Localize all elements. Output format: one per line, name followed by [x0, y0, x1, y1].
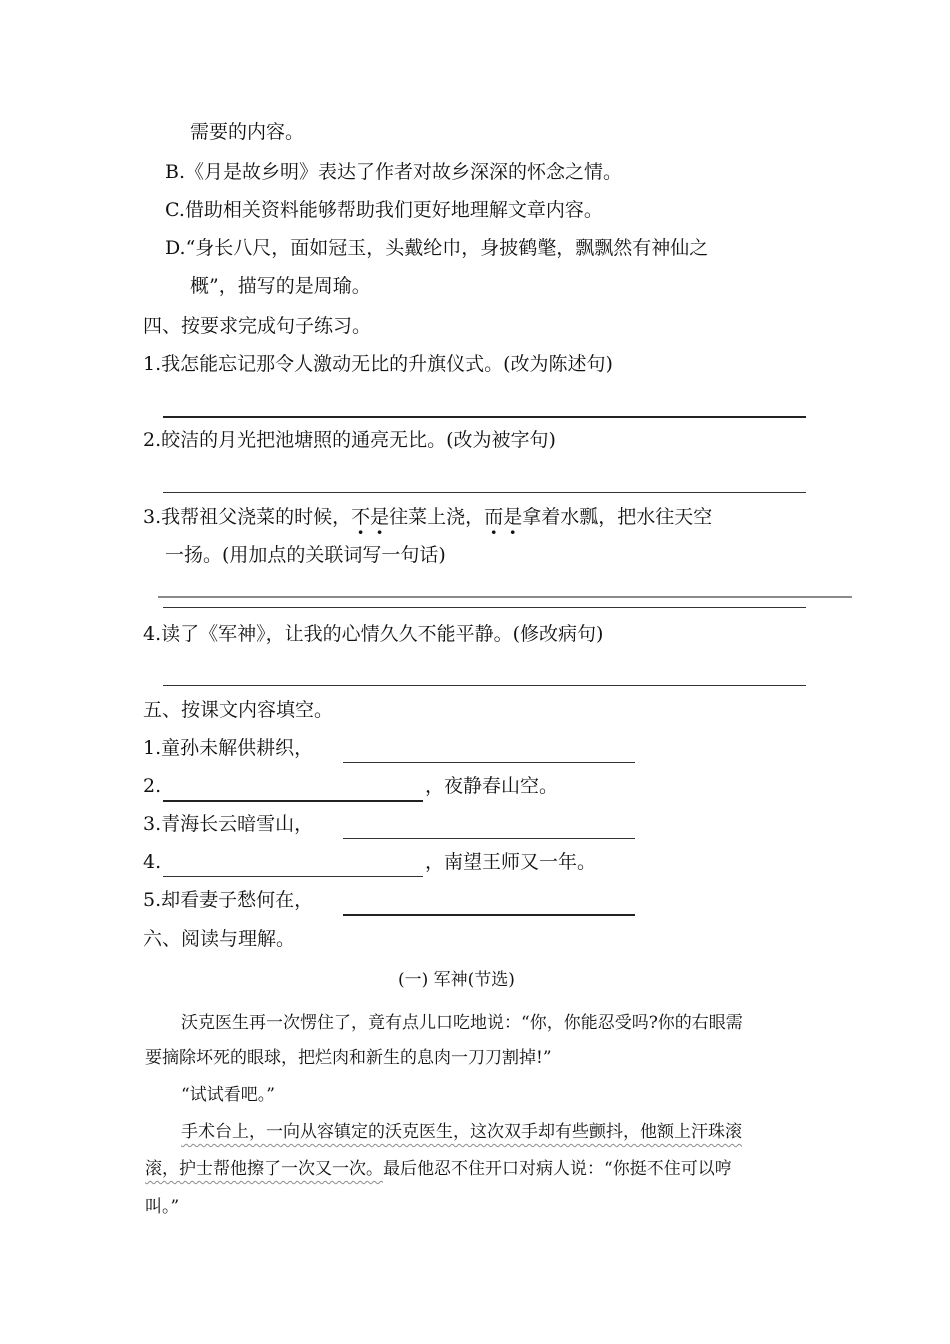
fill-blank-1-text: 1.童孙未解供耕织，: [143, 737, 314, 759]
section4-question2: 2.皎洁的月光把池塘照的通亮无比。(改为被字句): [143, 429, 556, 451]
section6-heading: 六、阅读与理解。: [143, 928, 296, 950]
answer-line-q3[interactable]: [163, 607, 806, 608]
fill-blank-5-line[interactable]: [343, 914, 635, 916]
q3-emphasis-char-1: 不: [351, 506, 371, 528]
option-b: B.《月是故乡明》表达了作者对故乡深深的怀念之情。: [165, 161, 623, 183]
option-c: C.借助相关资料能够帮助我们更好地理解文章内容。: [165, 199, 603, 221]
passage-title: (一) 军神(节选): [398, 970, 515, 990]
q3-emphasis-char-3: 而: [484, 506, 504, 528]
fill-blank-4-text: ，南望王师又一年。: [425, 851, 597, 873]
fill-blank-2-text: ，夜静春山空。: [425, 775, 559, 797]
answer-line-q3-outer: [158, 596, 852, 598]
passage-paragraph3-line3: 叫。”: [145, 1197, 180, 1217]
section4-question4: 4.读了《军神》，让我的心情久久不能平静。(修改病句): [143, 623, 604, 645]
answer-line-q1[interactable]: [163, 416, 806, 418]
passage-paragraph1-line2: 要摘除坏死的眼球，把烂肉和新生的息肉一刀刀割掉!”: [145, 1048, 552, 1068]
answer-line-q4[interactable]: [163, 685, 806, 686]
fill-blank-5-text: 5.却看妻子愁何在，: [143, 889, 314, 911]
fill-blank-4-number: 4.: [143, 851, 162, 873]
option-d-line1: D.“身长八尺，面如冠玉，头戴纶巾，身披鹤氅，飘飘然有神仙之: [165, 237, 709, 259]
section4-question3-line2: 一扬。(用加点的关联词写一句话): [165, 544, 446, 566]
fill-blank-4-line[interactable]: [163, 876, 423, 877]
passage-paragraph3-line1: [181, 1119, 742, 1145]
passage-paragraph3-line2: [145, 1156, 732, 1182]
section4-question3-line1: [143, 504, 712, 530]
fill-blank-2-number: 2.: [143, 775, 162, 797]
q3-prefix: 3.我帮祖父浇菜的时候，: [143, 506, 352, 528]
wavy-underlined-text-1: 手术台上，一向从容镇定的沃克医生，这次双手却有些颤抖，他额上汗珠滚: [181, 1122, 742, 1142]
fill-blank-1-line[interactable]: [343, 762, 635, 763]
q3-emphasis-char-4: 是: [503, 506, 523, 528]
option-a-continuation: 需要的内容。: [190, 121, 305, 143]
section5-heading: 五、按课文内容填空。: [143, 699, 334, 721]
paragraph3-line2-rest: 最后他忍不住开口对病人说：“你挺不住可以哼: [383, 1159, 732, 1179]
section4-heading: 四、按要求完成句子练习。: [143, 315, 372, 337]
answer-line-q2[interactable]: [163, 492, 806, 493]
fill-blank-3-line[interactable]: [343, 838, 635, 839]
wavy-underlined-text-2: 滚，护士帮他擦了一次又一次。: [145, 1159, 383, 1179]
fill-blank-2-line[interactable]: [163, 800, 423, 802]
passage-paragraph1-line1: 沃克医生再一次愣住了，竟有点儿口吃地说：“你，你能忍受吗?你的右眼需: [181, 1013, 743, 1033]
q3-middle: 往菜上浇，: [389, 506, 485, 528]
q3-suffix: 拿着水瓢，把水往天空: [522, 506, 713, 528]
fill-blank-3-text: 3.青海长云暗雪山，: [143, 813, 314, 835]
section4-question1: 1.我怎能忘记那令人激动无比的升旗仪式。(改为陈述句): [143, 353, 613, 375]
q3-emphasis-char-2: 是: [370, 506, 390, 528]
option-d-line2: 概”，描写的是周瑜。: [190, 275, 371, 297]
passage-paragraph2: “试试看吧。”: [181, 1085, 275, 1105]
